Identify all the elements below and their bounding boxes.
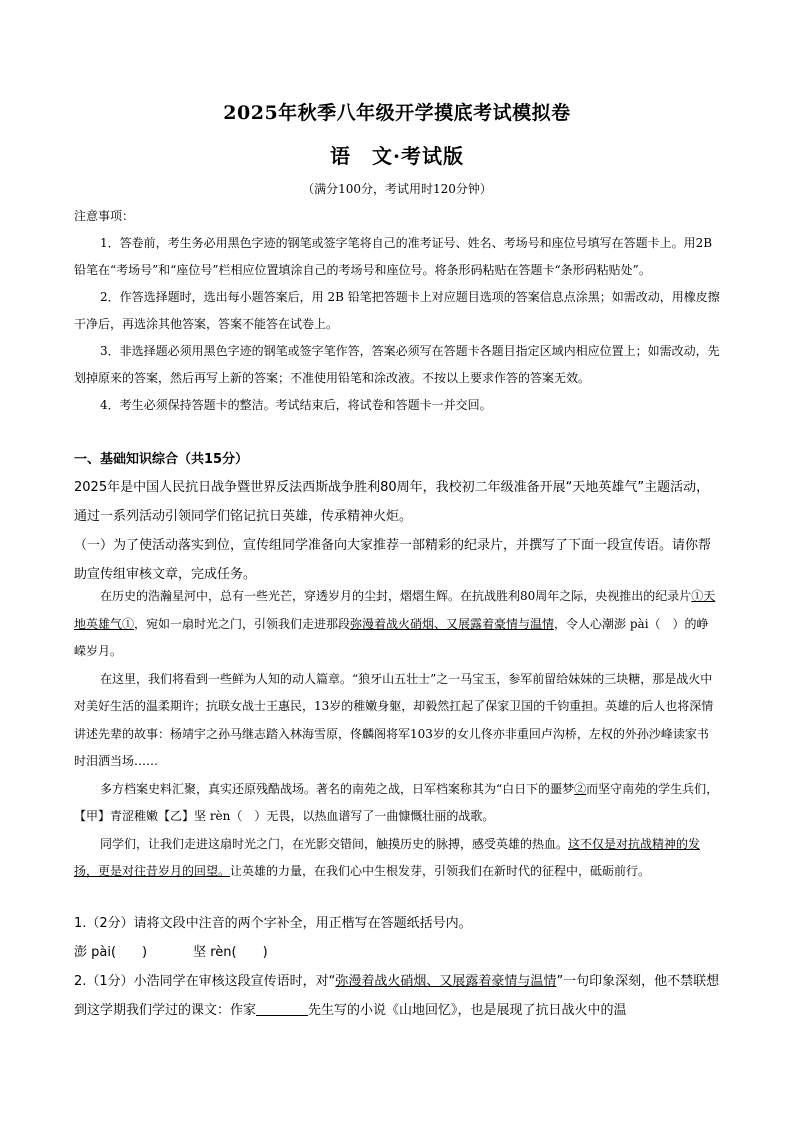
note-item: 2．作答选择题时，选出每小题答案后，用 2B 铅笔把答题卡上对应题目选项的答案信息点涂黑；如需改动，用橡皮擦干净后，再选涂其他答案，答案不能答在试卷上。 — [74, 290, 720, 331]
section1-block — [74, 447, 720, 589]
section-intro: 2025年是中国人民抗日战争暨世界反法西斯战争胜利80周年，我校初二年级准备开展“天地英雄气”主题活动，通过一系列活动引领同学们铭记抗日英雄，传承精神火炬。 — [74, 480, 710, 524]
question-2 — [74, 967, 720, 1025]
question-1: 1.（2分）请将文段中注音的两个字补全，用正楷写在答题纸括号内。 — [74, 916, 472, 931]
underlined-phrase: 弥漫着战火硝烟、又展露着豪情与温情 — [335, 974, 557, 989]
passage-text: ，宛如一扇时光之门，引领我们走进那段 — [134, 616, 351, 631]
passage-text: 让英雄的力量，在我们心中生根发芽，引领我们在新时代的征程中，砥砺前行。 — [230, 864, 651, 878]
question-text: 2.（1分）小浩同学在审核这段宣传语时，对“ — [74, 974, 336, 989]
passage-text: 多方档案史料汇聚，真实还原残酷战场。著名的南苑之战，日军档案称其为“白日下的噩梦 — [100, 781, 575, 796]
note-item: 3．非选择题必须用黑色字迹的钢笔或签字笔作答，答案必须写在答题卡各题目指定区域内相应位置上；如需改动，先划掉原来的答案，然后再写上新的答案；不准使用铅笔和涂改液。不按以上要求作答的答案无效。 — [74, 344, 720, 385]
passage-paragraph-4 — [74, 831, 720, 886]
answer-blank[interactable] — [256, 1001, 308, 1016]
passage-text: 同学们，让我们走进这扇时光之门，在光影交错间，触摸历史的脉搏，感受英雄的热血。 — [100, 836, 569, 851]
score-note: （满分100分，考试用时120分钟） — [302, 182, 492, 196]
section-heading: 一、基础知识综合（共15分） — [74, 452, 249, 467]
question-1-fill — [74, 938, 720, 967]
passage-text: 而坚守南苑的学生兵们，【甲】青涩稚嫩【乙】坚 rèn（ ）无畏，以热血谱写了一曲慷慨壮丽的战歌。 — [74, 781, 719, 823]
section-task: （一）为了使活动落实到位，宣传组同学准备向大家推荐一部精彩的纪录片，并撰写了下面一段宣传语。请你帮助宣传组审核文章，完成任务。 — [74, 538, 712, 582]
passage-paragraph-3 — [74, 776, 720, 831]
passage-block — [74, 583, 720, 886]
exam-subtitle: 语 文·考试版 — [330, 144, 464, 168]
question-text: 先生写的小说《山地回忆》，也是展现了抗日战火中的温 — [308, 1003, 627, 1018]
underlined-sentence: 这不仅是对抗战精神的发扬，更是对往昔岁月的回望。 — [74, 836, 701, 878]
question-text: ”一句印象深刻，他不禁联想到这学期我们学过的课文：作家 — [74, 974, 720, 1018]
passage-paragraph-1 — [74, 583, 720, 666]
note-item: 4．考生必须保持答题卡的整洁。考试结束后，将试卷和答题卡一并交回。 — [100, 398, 492, 412]
fill-pai: 澎 pài( ) — [74, 945, 148, 960]
fill-ren: 坚 rèn( ) — [193, 945, 268, 960]
note-item: 1．答卷前，考生务必用黑色字迹的钢笔或签字笔将自己的准考证号、姓名、考场号和座位号填写在答题卡上。用2B铅笔在“考场号”和“座位号”栏相应位置填涂自己的考场号和座位号。将条形码粘贴在答题卡“条形码粘贴处”。 — [74, 236, 713, 277]
underlined-phrase: 弥漫着战火硝烟、又展露着豪情与温情 — [350, 616, 555, 631]
passage-text: 在历史的浩瀚星河中，总有一些光芒，穿透岁月的尘封，熠熠生辉。在抗战胜利80周年之际，央视推出的纪录片 — [100, 589, 692, 603]
notes-heading: 注意事项： — [74, 209, 135, 223]
punctuation-mark-2: ② — [574, 781, 587, 796]
notes-block — [74, 203, 720, 419]
passage-text: ，令人心潮澎 pài（ ）的峥嵘岁月。 — [74, 616, 709, 658]
documentary-title: ①天地英雄气① — [74, 589, 716, 631]
exam-title: 2025年秋季八年级开学摸底考试模拟卷 — [223, 102, 571, 124]
questions-block — [74, 909, 720, 1025]
passage-paragraph-2: 在这里，我们将看到一些鲜为人知的动人篇章。“狼牙山五壮士”之一马宝玉，参军前留给妹妹的三块糖，那是战火中对美好生活的温柔期许；抗联女战士王惠民，13岁的稚嫩身躯，却毅然扛起了保家卫国的千钧重担。英雄的后人也将深情讲述先辈的故事：杨靖宇之孙马继志踏入林海雪原，佟麟阁将军103岁的女儿佟亦非重回卢沟桥，左权的外孙沙峰读家书时泪洒当场…… — [74, 671, 714, 768]
